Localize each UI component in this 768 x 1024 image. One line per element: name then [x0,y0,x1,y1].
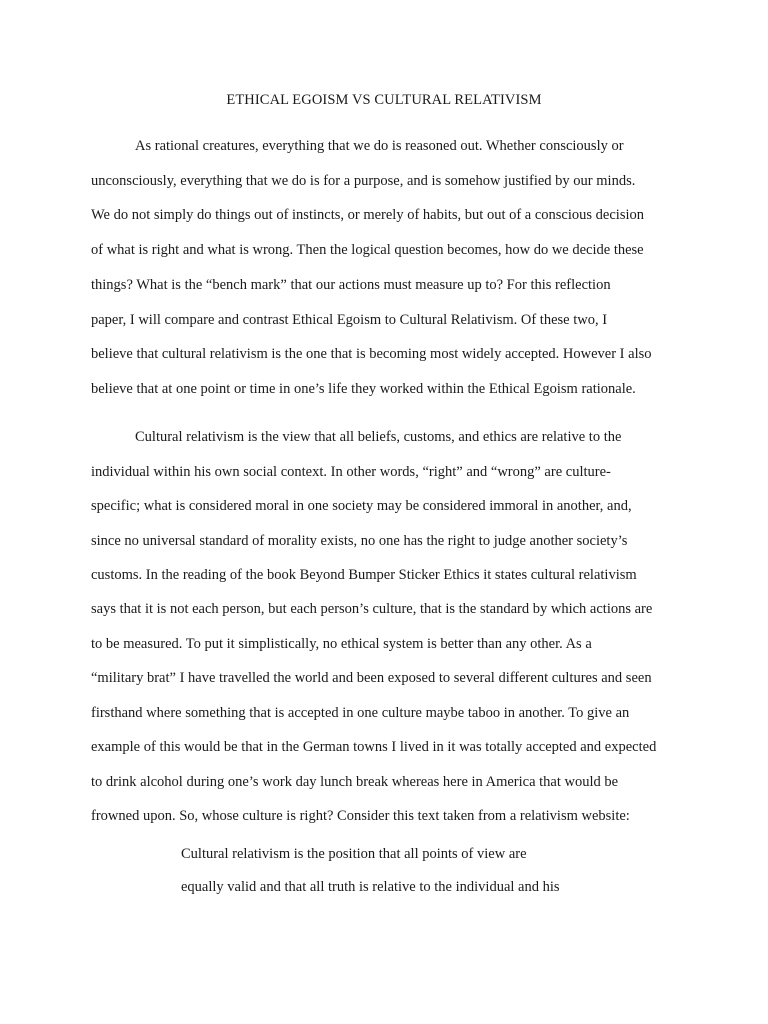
paragraph-line: specific; what is considered moral in one society may be considered immoral in another, and, [91,498,632,514]
paragraph-line: since no universal standard of morality exists, no one has the right to judge another society’s [91,533,628,549]
paragraph-line: example of this would be that in the German towns I lived in it was totally accepted and expected [91,739,657,755]
paragraph-line: We do not simply do things out of instincts, or merely of habits, but out of a conscious decision [91,207,644,223]
paragraph-line: frowned upon. So, whose culture is right? Consider this text taken from a relativism website: [91,808,630,824]
paragraph-line: unconsciously, everything that we do is for a purpose, and is somehow justified by our minds. [91,173,636,189]
paragraph-line: of what is right and what is wrong. Then the logical question becomes, how do we decide these [91,242,644,258]
paragraph-line: believe that cultural relativism is the one that is becoming most widely accepted. However I also [91,346,652,362]
paragraph-line: to be measured. To put it simplistically, no ethical system is better than any other. As a [91,636,592,652]
paragraph-line: Cultural relativism is the view that all beliefs, customs, and ethics are relative to the [135,429,622,445]
paragraph-line: “military brat” I have travelled the world and been exposed to several different cultures and seen [91,670,652,686]
block-quote-line: equally valid and that all truth is relative to the individual and his [181,879,560,895]
paragraph-line: firsthand where something that is accepted in one culture maybe taboo in another. To give an [91,705,630,721]
document-title: ETHICAL EGOISM VS CULTURAL RELATIVISM [226,92,542,108]
paragraph-line: paper, I will compare and contrast Ethical Egoism to Cultural Relativism. Of these two, I [91,312,608,328]
paragraph-line: things? What is the “bench mark” that our actions must measure up to? For this reflection [91,277,611,293]
paragraph-line: individual within his own social context. In other words, “right” and “wrong” are culture- [91,464,611,480]
paragraph-line: believe that at one point or time in one’s life they worked within the Ethical Egoism rationale. [91,381,636,397]
block-quote-line: Cultural relativism is the position that all points of view are [181,846,527,862]
paragraph-line: customs. In the reading of the book Beyond Bumper Sticker Ethics it states cultural relativism [91,567,637,583]
paragraph-line: says that it is not each person, but each person’s culture, that is the standard by which actions are [91,601,653,617]
paragraph-line: As rational creatures, everything that we do is reasoned out. Whether consciously or [135,138,624,154]
paragraph-line: to drink alcohol during one’s work day lunch break whereas here in America that would be [91,774,619,790]
